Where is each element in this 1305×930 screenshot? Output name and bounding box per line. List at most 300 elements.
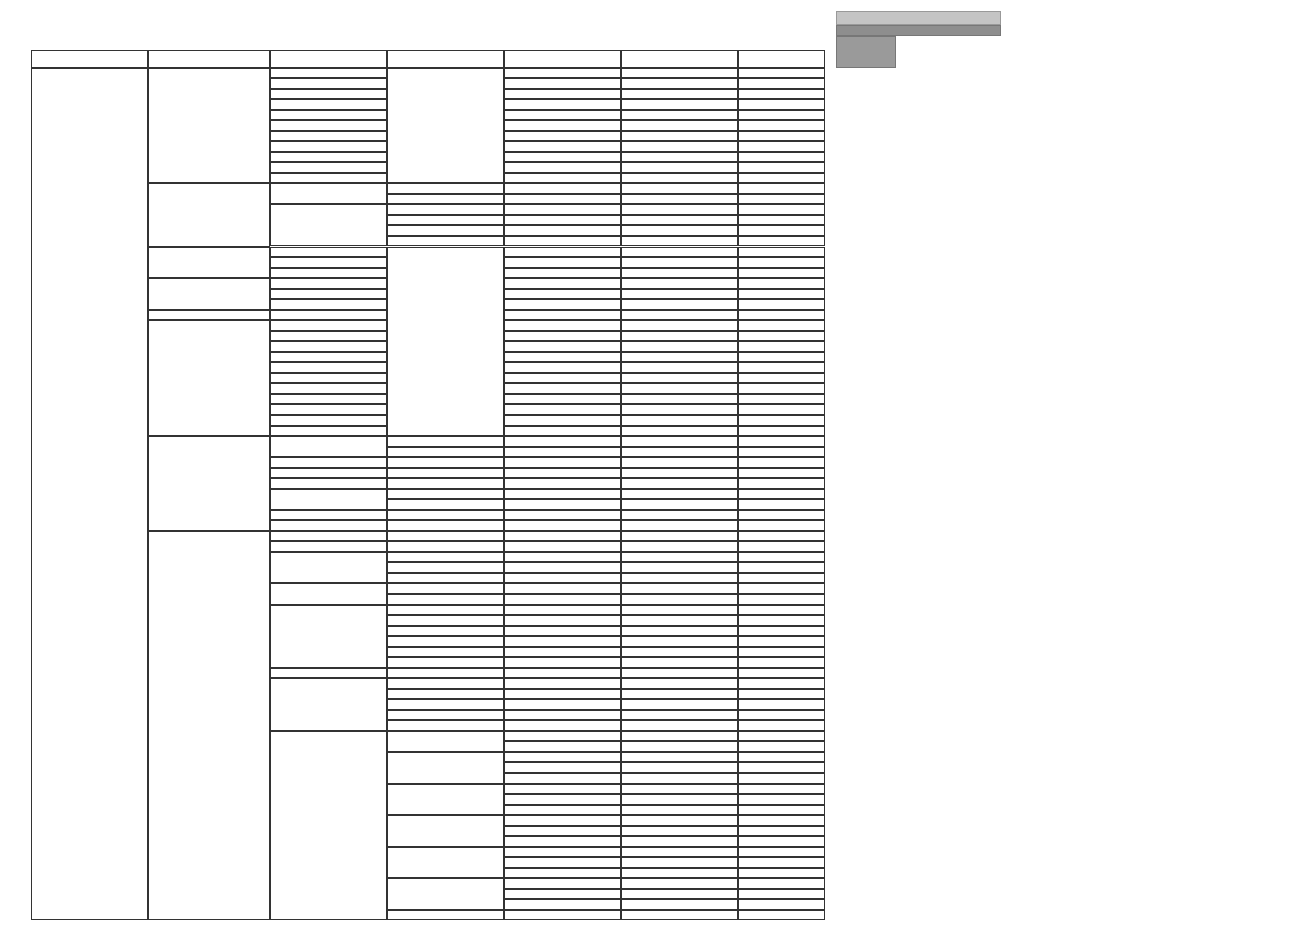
- n-value-cell: [738, 183, 825, 194]
- n-value-cell: [738, 320, 825, 331]
- level5-cell: [504, 141, 621, 152]
- header-level2: [148, 50, 270, 68]
- level6-cell: [621, 857, 738, 868]
- level4-cell: [387, 552, 504, 563]
- level6-cell: [621, 257, 738, 268]
- n-value-cell: [738, 741, 825, 752]
- level5-cell: [504, 583, 621, 594]
- level6-cell: [621, 131, 738, 142]
- level6-cell: [621, 636, 738, 647]
- n-value-cell: [738, 194, 825, 205]
- level5-cell: [504, 78, 621, 89]
- level5-cell: [504, 468, 621, 479]
- level5-cell: [504, 710, 621, 721]
- level3-cell: [270, 310, 387, 321]
- level6-cell: [621, 415, 738, 426]
- level6-cell: [621, 215, 738, 226]
- level5-cell: [504, 215, 621, 226]
- level2-cell: [148, 247, 270, 279]
- level5-cell: [504, 741, 621, 752]
- level3-cell: [270, 583, 387, 604]
- level6-cell: [621, 699, 738, 710]
- n-value-cell: [738, 836, 825, 847]
- level5-cell: [504, 320, 621, 331]
- n-value-cell: [738, 573, 825, 584]
- level5-cell: [504, 394, 621, 405]
- level5-cell: [504, 131, 621, 142]
- n-value-cell: [738, 78, 825, 89]
- level6-cell: [621, 99, 738, 110]
- n-value-cell: [738, 647, 825, 658]
- level5-cell: [504, 857, 621, 868]
- level3-cell: [270, 678, 387, 731]
- n-value-cell: [738, 826, 825, 837]
- level6-cell: [621, 784, 738, 795]
- level5-cell: [504, 373, 621, 384]
- level5-cell: [504, 478, 621, 489]
- n-value-cell: [738, 710, 825, 721]
- level4-cell: [387, 541, 504, 552]
- level3-cell: [270, 162, 387, 173]
- level3-cell: [270, 320, 387, 331]
- level3-cell: [270, 373, 387, 384]
- header-level6: [621, 50, 738, 68]
- level6-cell: [621, 152, 738, 163]
- level6-cell: [621, 436, 738, 447]
- level5-cell: [504, 752, 621, 763]
- n-value-cell: [738, 910, 825, 921]
- n-value-cell: [738, 299, 825, 310]
- level3-cell: [270, 131, 387, 142]
- n-value-cell: [738, 689, 825, 700]
- level4-cell: [387, 784, 504, 816]
- level3-cell: [270, 183, 387, 204]
- level4-cell: [387, 236, 504, 247]
- level3-cell: [270, 457, 387, 468]
- level1-cell: [31, 68, 148, 921]
- level5-cell: [504, 531, 621, 542]
- level5-cell: [504, 805, 621, 816]
- n-value-cell: [738, 236, 825, 247]
- n-value-cell: [738, 731, 825, 742]
- level3-cell: [270, 362, 387, 373]
- n-value-cell: [738, 520, 825, 531]
- level4-cell: [387, 499, 504, 510]
- level5-cell: [504, 489, 621, 500]
- level4-cell: [387, 626, 504, 637]
- level3-cell: [270, 278, 387, 289]
- level6-cell: [621, 815, 738, 826]
- level6-cell: [621, 162, 738, 173]
- level3-cell: [270, 552, 387, 584]
- level5-cell: [504, 120, 621, 131]
- level5-cell: [504, 426, 621, 437]
- level3-cell: [270, 605, 387, 668]
- level3-cell: [270, 520, 387, 531]
- level4-cell: [387, 731, 504, 752]
- n-value-cell: [738, 773, 825, 784]
- level5-cell: [504, 594, 621, 605]
- level5-cell: [504, 499, 621, 510]
- level6-cell: [621, 720, 738, 731]
- level6-cell: [621, 668, 738, 679]
- level4-cell: [387, 647, 504, 658]
- n-value-cell: [738, 436, 825, 447]
- level4-cell: [387, 247, 504, 437]
- level3-cell: [270, 331, 387, 342]
- n-value-cell: [738, 784, 825, 795]
- n-value-cell: [738, 868, 825, 879]
- level6-cell: [621, 299, 738, 310]
- level5-cell: [504, 268, 621, 279]
- level4-cell: [387, 752, 504, 784]
- n-value-cell: [738, 204, 825, 215]
- level4-cell: [387, 878, 504, 910]
- level6-cell: [621, 710, 738, 721]
- level4-cell: [387, 478, 504, 489]
- level5-cell: [504, 573, 621, 584]
- level6-cell: [621, 657, 738, 668]
- level6-cell: [621, 468, 738, 479]
- level6-cell: [621, 541, 738, 552]
- n-value-cell: [738, 857, 825, 868]
- n-value-cell: [738, 352, 825, 363]
- level6-cell: [621, 373, 738, 384]
- level5-cell: [504, 99, 621, 110]
- level6-cell: [621, 278, 738, 289]
- level6-cell: [621, 910, 738, 921]
- level6-cell: [621, 341, 738, 352]
- level3-cell: [270, 531, 387, 542]
- level6-cell: [621, 583, 738, 594]
- level5-cell: [504, 68, 621, 79]
- level5-cell: [504, 815, 621, 826]
- n-value-cell: [738, 257, 825, 268]
- level2-cell: [148, 531, 270, 921]
- level3-cell: [270, 404, 387, 415]
- level5-cell: [504, 362, 621, 373]
- n-value-cell: [738, 615, 825, 626]
- level6-cell: [621, 678, 738, 689]
- level5-cell: [504, 89, 621, 100]
- n-value-cell: [738, 668, 825, 679]
- level6-cell: [621, 626, 738, 637]
- level3-cell: [270, 489, 387, 510]
- level3-cell: [270, 204, 387, 246]
- n-value-cell: [738, 404, 825, 415]
- level4-cell: [387, 183, 504, 194]
- level6-cell: [621, 594, 738, 605]
- n-value-cell: [738, 310, 825, 321]
- n-value-cell: [738, 510, 825, 521]
- n-value-cell: [738, 899, 825, 910]
- n-value-cell: [738, 278, 825, 289]
- n-value-cell: [738, 499, 825, 510]
- level3-cell: [270, 120, 387, 131]
- level6-cell: [621, 752, 738, 763]
- n-value-cell: [738, 110, 825, 121]
- level5-cell: [504, 720, 621, 731]
- n-value-cell: [738, 626, 825, 637]
- level3-cell: [270, 152, 387, 163]
- level2-cell: [148, 278, 270, 310]
- n-value-cell: [738, 268, 825, 279]
- level4-cell: [387, 447, 504, 458]
- level4-cell: [387, 910, 504, 921]
- write-command-sub: [836, 25, 1001, 36]
- n-value-cell: [738, 594, 825, 605]
- level2-cell: [148, 310, 270, 321]
- level5-cell: [504, 762, 621, 773]
- n-value-cell: [738, 362, 825, 373]
- level3-cell: [270, 247, 387, 258]
- n-value-cell: [738, 289, 825, 300]
- level2-cell: [148, 183, 270, 246]
- level6-cell: [621, 826, 738, 837]
- level5-cell: [504, 194, 621, 205]
- level3-cell: [270, 268, 387, 279]
- level6-cell: [621, 352, 738, 363]
- n-value-cell: [738, 636, 825, 647]
- level5-cell: [504, 331, 621, 342]
- level4-cell: [387, 436, 504, 447]
- level4-cell: [387, 847, 504, 879]
- level6-cell: [621, 426, 738, 437]
- level6-cell: [621, 762, 738, 773]
- level6-cell: [621, 868, 738, 879]
- level5-cell: [504, 183, 621, 194]
- level6-cell: [621, 194, 738, 205]
- level4-cell: [387, 562, 504, 573]
- level3-cell: [270, 89, 387, 100]
- n-value-cell: [738, 847, 825, 858]
- level5-cell: [504, 626, 621, 637]
- level6-cell: [621, 289, 738, 300]
- level3-cell: [270, 78, 387, 89]
- level5-cell: [504, 152, 621, 163]
- level3-cell: [270, 468, 387, 479]
- level6-cell: [621, 394, 738, 405]
- level6-cell: [621, 78, 738, 89]
- level5-cell: [504, 436, 621, 447]
- n-value-cell: [738, 889, 825, 900]
- level4-cell: [387, 689, 504, 700]
- level4-cell: [387, 583, 504, 594]
- level5-cell: [504, 310, 621, 321]
- level6-cell: [621, 89, 738, 100]
- level3-cell: [270, 478, 387, 489]
- level5-cell: [504, 278, 621, 289]
- level3-cell: [270, 299, 387, 310]
- level4-cell: [387, 573, 504, 584]
- n-value-cell: [738, 762, 825, 773]
- header-n-value: [738, 50, 825, 68]
- n-value-cell: [738, 541, 825, 552]
- n-value-cell: [738, 699, 825, 710]
- level4-cell: [387, 194, 504, 205]
- level5-cell: [504, 541, 621, 552]
- level4-cell: [387, 710, 504, 721]
- level6-cell: [621, 310, 738, 321]
- level6-cell: [621, 204, 738, 215]
- level4-cell: [387, 510, 504, 521]
- n-value-cell: [738, 583, 825, 594]
- level6-cell: [621, 520, 738, 531]
- level5-cell: [504, 731, 621, 742]
- n-value-cell: [738, 605, 825, 616]
- level5-cell: [504, 699, 621, 710]
- level5-cell: [504, 647, 621, 658]
- level5-cell: [504, 352, 621, 363]
- n-value-cell: [738, 457, 825, 468]
- level4-cell: [387, 594, 504, 605]
- level6-cell: [621, 899, 738, 910]
- level4-cell: [387, 815, 504, 847]
- level4-cell: [387, 668, 504, 679]
- level5-cell: [504, 289, 621, 300]
- level3-cell: [270, 110, 387, 121]
- level5-cell: [504, 657, 621, 668]
- n-value-cell: [738, 447, 825, 458]
- level5-cell: [504, 910, 621, 921]
- level5-cell: [504, 162, 621, 173]
- level6-cell: [621, 794, 738, 805]
- level5-cell: [504, 173, 621, 184]
- level5-cell: [504, 447, 621, 458]
- n-value-cell: [738, 415, 825, 426]
- level3-cell: [270, 383, 387, 394]
- level5-cell: [504, 404, 621, 415]
- write-command-title: [836, 11, 1001, 25]
- level4-cell: [387, 531, 504, 542]
- level5-cell: [504, 615, 621, 626]
- n-value-cell: [738, 215, 825, 226]
- level4-cell: [387, 468, 504, 479]
- header-level4: [387, 50, 504, 68]
- level6-cell: [621, 615, 738, 626]
- level3-cell: [270, 426, 387, 437]
- level3-cell: [270, 99, 387, 110]
- level6-cell: [621, 889, 738, 900]
- level5-cell: [504, 415, 621, 426]
- level6-cell: [621, 531, 738, 542]
- level5-cell: [504, 689, 621, 700]
- level6-cell: [621, 499, 738, 510]
- level5-cell: [504, 204, 621, 215]
- write-cmd-header: [836, 36, 896, 68]
- level3-cell: [270, 257, 387, 268]
- level4-cell: [387, 636, 504, 647]
- level5-cell: [504, 605, 621, 616]
- level3-cell: [270, 173, 387, 184]
- level5-cell: [504, 784, 621, 795]
- level5-cell: [504, 668, 621, 679]
- level6-cell: [621, 404, 738, 415]
- header-level1: [31, 50, 148, 68]
- level6-cell: [621, 489, 738, 500]
- level6-cell: [621, 141, 738, 152]
- level6-cell: [621, 183, 738, 194]
- level3-cell: [270, 68, 387, 79]
- level6-cell: [621, 478, 738, 489]
- level5-cell: [504, 878, 621, 889]
- level6-cell: [621, 605, 738, 616]
- level3-cell: [270, 436, 387, 457]
- level5-cell: [504, 899, 621, 910]
- n-value-cell: [738, 341, 825, 352]
- level4-cell: [387, 605, 504, 616]
- n-value-cell: [738, 141, 825, 152]
- n-value-cell: [738, 752, 825, 763]
- level2-cell: [148, 68, 270, 184]
- level5-cell: [504, 236, 621, 247]
- level6-cell: [621, 878, 738, 889]
- level5-cell: [504, 636, 621, 647]
- n-value-cell: [738, 678, 825, 689]
- level6-cell: [621, 731, 738, 742]
- level5-cell: [504, 457, 621, 468]
- n-value-cell: [738, 657, 825, 668]
- level4-cell: [387, 699, 504, 710]
- n-value-cell: [738, 120, 825, 131]
- level4-cell: [387, 215, 504, 226]
- level6-cell: [621, 383, 738, 394]
- header-level3: [270, 50, 387, 68]
- level6-cell: [621, 552, 738, 563]
- level6-cell: [621, 331, 738, 342]
- n-value-cell: [738, 173, 825, 184]
- level5-cell: [504, 889, 621, 900]
- level2-cell: [148, 320, 270, 436]
- level6-cell: [621, 647, 738, 658]
- n-value-cell: [738, 247, 825, 258]
- level5-cell: [504, 562, 621, 573]
- n-value-cell: [738, 426, 825, 437]
- level5-cell: [504, 520, 621, 531]
- level6-cell: [621, 236, 738, 247]
- level4-cell: [387, 720, 504, 731]
- level5-cell: [504, 510, 621, 521]
- level6-cell: [621, 741, 738, 752]
- level6-cell: [621, 320, 738, 331]
- n-value-cell: [738, 562, 825, 573]
- level4-cell: [387, 457, 504, 468]
- level4-cell: [387, 520, 504, 531]
- level2-cell: [148, 436, 270, 531]
- level5-cell: [504, 257, 621, 268]
- level6-cell: [621, 573, 738, 584]
- n-value-cell: [738, 815, 825, 826]
- level3-cell: [270, 541, 387, 552]
- level6-cell: [621, 847, 738, 858]
- level5-cell: [504, 225, 621, 236]
- level6-cell: [621, 247, 738, 258]
- level4-cell: [387, 657, 504, 668]
- level3-cell: [270, 141, 387, 152]
- level3-cell: [270, 394, 387, 405]
- level6-cell: [621, 268, 738, 279]
- n-value-cell: [738, 720, 825, 731]
- level6-cell: [621, 362, 738, 373]
- level3-cell: [270, 668, 387, 679]
- level5-cell: [504, 299, 621, 310]
- n-value-cell: [738, 331, 825, 342]
- level3-cell: [270, 415, 387, 426]
- level5-cell: [504, 847, 621, 858]
- level5-cell: [504, 110, 621, 121]
- level6-cell: [621, 805, 738, 816]
- level5-cell: [504, 826, 621, 837]
